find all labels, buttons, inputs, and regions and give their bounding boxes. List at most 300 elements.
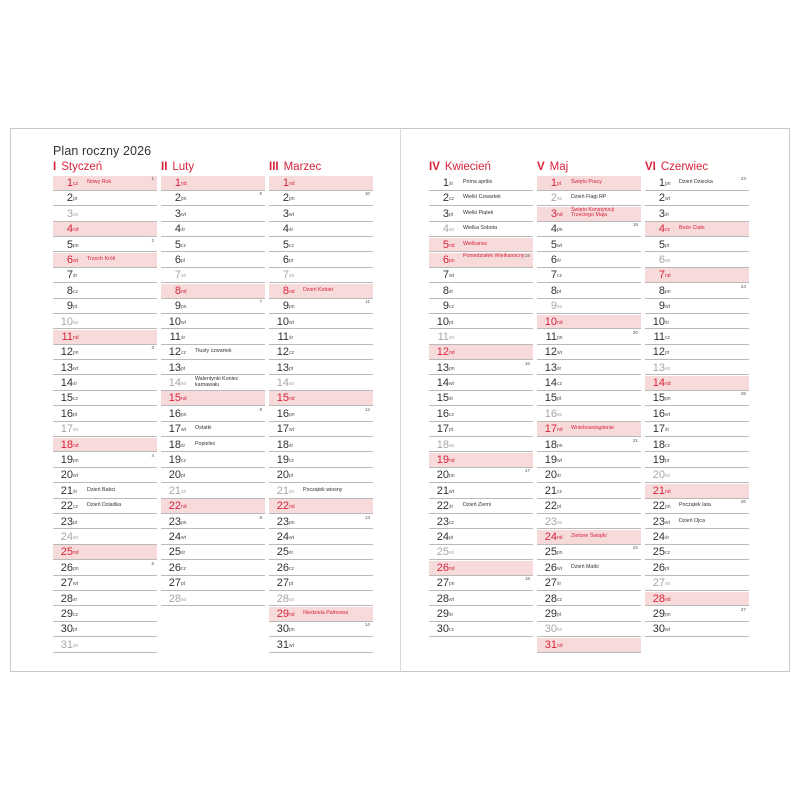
day-row [269,561,373,576]
day-row [161,592,265,607]
weekday-abbr: nd [665,488,671,495]
week-number: 11 [365,299,370,305]
day-row [537,607,641,622]
day-row [645,391,749,406]
month-roman-numeral: VI [645,161,656,173]
weekday-abbr: wt [73,473,78,480]
day-number: 6 [658,253,665,266]
weekday-abbr: cz [73,396,78,403]
day-number: 2 [174,192,181,205]
day-number: 26 [652,561,665,574]
weekday-abbr: wt [73,257,78,264]
day-row [161,361,265,376]
day-number: 16 [168,407,181,420]
week-number: 8 [259,406,262,412]
week-number: 16 [524,360,530,366]
day-row [537,499,641,514]
day-row [645,315,749,330]
day-number: 7 [66,269,73,282]
month-roman-numeral: I [53,161,57,173]
weekday-abbr: so [665,365,671,372]
weekday-abbr: cz [665,334,670,341]
day-row [161,345,265,360]
day-number: 13 [652,361,665,374]
day-number: 27 [652,577,665,590]
weekday-abbr: śr [557,365,562,372]
weekday-abbr: so [449,227,455,234]
day-row [429,238,533,253]
day-number: 27 [436,577,449,590]
day-number: 24 [436,530,449,543]
day-number: 2 [282,192,289,205]
day-number: 11 [653,330,665,343]
day-row [645,576,749,591]
day-number: 22 [436,500,449,513]
weekday-abbr: pt [181,257,186,264]
month-name: Styczeń [61,161,103,173]
day-row [269,576,373,591]
day-row [269,222,373,237]
day-row [161,238,265,253]
day-number: 10 [652,315,665,328]
day-number: 30 [276,623,289,636]
day-number: 23 [436,515,449,528]
holiday-label: Wielki Piątek [463,209,494,216]
weekday-abbr: so [289,488,295,495]
day-number: 18 [544,438,557,451]
day-number: 29 [544,607,557,620]
day-row [537,561,641,576]
day-number: 6 [174,253,181,266]
weekday-abbr: pt [665,242,670,249]
day-number: 3 [442,207,449,220]
weekday-abbr: pn [665,181,671,187]
day-number: 21 [168,484,181,497]
weekday-abbr: śr [449,288,454,295]
weekday-abbr: pn [73,242,79,249]
holiday-label: Początek lata [679,502,711,509]
day-number: 16 [436,407,449,420]
day-row [537,191,641,206]
day-row [53,299,157,314]
day-row [161,438,265,453]
day-row [269,361,373,376]
calendar-spread [10,128,790,672]
day-row [53,238,157,253]
day-row [269,622,373,637]
day-number: 30 [436,623,449,636]
day-row [53,345,157,360]
day-number: 11 [277,330,289,343]
day-number: 12 [168,346,181,359]
day-row [645,176,749,191]
day-row [429,576,533,591]
day-number: 30 [60,623,73,636]
week-number: 20 [632,329,638,335]
holiday-label: Poniedziałek Wielkanocny [463,252,525,259]
day-row [645,376,749,391]
day-number: 10 [436,315,449,328]
day-number: 25 [652,546,665,559]
day-row [537,345,641,360]
day-row [645,268,749,283]
day-row [161,376,265,391]
day-row [269,391,373,406]
day-number: 24 [60,530,73,543]
day-row [53,638,157,653]
holiday-label: Popielec [195,440,216,447]
weekday-abbr: śr [181,227,186,234]
day-number: 10 [60,315,73,328]
weekday-abbr: wt [289,427,294,434]
day-number: 29 [436,607,449,620]
day-number: 12 [276,346,289,359]
day-number: 9 [442,300,449,313]
month-column-1 [53,161,157,651]
day-number: 20 [276,469,289,482]
weekday-abbr: śr [557,581,562,588]
day-number: 27 [60,577,73,590]
weekday-abbr: so [181,381,187,388]
weekday-abbr: wt [665,627,670,634]
day-row [269,315,373,330]
holiday-label: Ostatki [195,425,212,432]
day-row [53,361,157,376]
day-number: 26 [544,561,557,574]
day-number: 3 [66,207,73,220]
day-row [269,330,373,345]
week-number: 12 [364,406,370,412]
day-number: 14 [544,377,557,390]
day-row [429,592,533,607]
weekday-abbr: so [449,550,455,557]
weekday-abbr: nd [73,442,79,449]
day-row [537,391,641,406]
weekday-abbr: wt [181,211,186,218]
day-number: 30 [652,623,665,636]
day-row [537,284,641,299]
day-row [269,592,373,607]
weekday-abbr: pt [289,581,294,588]
right-page [400,128,790,672]
day-row [645,438,749,453]
week-number: 19 [632,222,638,228]
day-number: 20 [168,469,181,482]
week-number: 15 [524,252,530,258]
day-number: 7 [550,269,557,282]
day-number: 8 [174,284,181,297]
day-number: 4 [66,223,73,236]
day-row [645,545,749,560]
day-number: 13 [544,361,557,374]
holiday-label: Wielki Czwartek [463,194,501,201]
day-number: 25 [436,546,449,559]
week-number: 5 [151,560,154,566]
day-number: 12 [436,346,449,359]
month-name: Kwiecień [444,161,491,173]
day-number: 10 [168,315,181,328]
weekday-abbr: cz [181,350,186,357]
weekday-abbr: śr [73,273,78,280]
day-row [53,376,157,391]
weekday-abbr: pt [449,211,454,218]
weekday-abbr: wt [665,411,670,418]
day-row [429,299,533,314]
weekday-abbr: cz [73,504,78,511]
day-row [537,238,641,253]
day-row [645,622,749,637]
day-row [161,315,265,330]
day-number: 31 [276,638,289,651]
day-number: 27 [168,577,181,590]
day-number: 5 [658,238,665,251]
weekday-abbr: cz [181,242,186,249]
holiday-label: Zielone Świątki [571,532,607,539]
weekday-abbr: so [665,473,671,480]
day-row [429,407,533,422]
weekday-abbr: cz [665,550,670,557]
week-number: 2 [151,237,154,243]
weekday-abbr: wt [289,642,294,649]
weekday-abbr: so [557,627,563,634]
day-row [161,207,265,222]
day-row [53,315,157,330]
weekday-abbr: nd [449,350,455,357]
month-column-5 [537,161,641,651]
weekday-abbr: wt [665,304,670,311]
day-list [537,176,641,653]
weekday-abbr: nd [181,181,187,187]
weekday-abbr: pn [449,257,455,264]
day-row [269,438,373,453]
day-row [53,176,157,191]
weekday-abbr: cz [557,381,562,388]
day-row [429,376,533,391]
day-row [53,253,157,268]
day-row [645,468,749,483]
weekday-abbr: pn [181,519,187,526]
weekday-abbr: pn [665,504,671,511]
weekday-abbr: śr [289,442,294,449]
day-row [429,253,533,268]
day-number: 24 [544,530,557,543]
day-number: 19 [544,454,557,467]
day-number: 16 [60,407,73,420]
day-number: 21 [60,484,73,497]
weekday-abbr: wt [73,365,78,372]
holiday-label: Wielkanoc [463,240,488,247]
holiday-label: Prima aprilis [463,179,493,185]
weekday-abbr: nd [181,504,187,511]
weekday-abbr: śr [181,334,186,341]
day-number: 12 [60,346,73,359]
day-row [537,176,641,191]
day-row [269,176,373,191]
weekday-abbr: śr [73,488,78,495]
month-header [269,161,373,177]
day-number: 14 [60,377,73,390]
day-row [645,453,749,468]
weekday-abbr: pn [181,304,187,311]
weekday-abbr: nd [557,427,563,434]
day-row [269,638,373,653]
weekday-abbr: wt [289,534,294,541]
day-number: 8 [66,284,73,297]
weekday-abbr: cz [181,458,186,465]
day-number: 27 [276,577,289,590]
weekday-abbr: so [557,519,563,526]
day-number: 25 [168,546,181,559]
weekday-abbr: cz [665,227,670,234]
weekday-abbr: pn [557,227,563,234]
day-number: 20 [652,469,665,482]
day-row [53,191,157,206]
day-row [53,499,157,514]
weekday-abbr: nd [449,565,455,572]
weekday-abbr: nd [73,550,79,557]
day-number: 11 [437,330,449,343]
weekday-abbr: nd [289,504,295,511]
day-row [537,222,641,237]
day-number: 8 [550,284,557,297]
weekday-abbr: nd [289,288,295,295]
day-number: 27 [544,577,557,590]
day-row [161,484,265,499]
day-number: 5 [66,238,73,251]
weekday-abbr: pt [73,304,78,311]
weekday-abbr: śr [73,381,78,388]
holiday-label: Dzień Ojca [679,517,705,524]
day-row [161,576,265,591]
day-row [537,453,641,468]
day-number: 11 [61,330,73,343]
holiday-label: Dzień Kobiet [303,286,334,293]
weekday-abbr: pt [289,365,294,372]
weekday-abbr: cz [449,627,454,634]
weekday-abbr: cz [449,304,454,311]
day-row [537,622,641,637]
day-row [645,222,749,237]
day-number: 4 [658,223,665,236]
day-number: 11 [545,330,557,343]
week-number: 17 [524,468,530,474]
weekday-abbr: wt [181,427,186,434]
day-number: 17 [276,423,289,436]
weekday-abbr: nd [73,334,79,341]
day-number: 9 [658,300,665,313]
day-number: 28 [276,592,289,605]
day-number: 17 [652,423,665,436]
weekday-abbr: pn [665,288,671,295]
day-number: 16 [652,407,665,420]
day-row [53,438,157,453]
day-row [429,207,533,222]
day-number: 17 [544,423,557,436]
weekday-abbr: nd [665,596,671,603]
weekday-abbr: pn [289,304,295,311]
day-row [161,499,265,514]
day-list [161,176,265,607]
weekday-abbr: pt [449,534,454,541]
day-row [53,453,157,468]
day-row [537,253,641,268]
day-number: 5 [442,238,449,251]
day-number: 10 [276,315,289,328]
day-number: 31 [544,638,557,651]
weekday-abbr: pt [665,350,670,357]
day-number: 8 [282,284,289,297]
day-row [429,222,533,237]
day-number: 19 [60,454,73,467]
day-row [537,592,641,607]
day-row [53,545,157,560]
day-row [53,576,157,591]
weekday-abbr: śr [449,181,454,187]
day-number: 26 [436,561,449,574]
day-row [269,422,373,437]
day-number: 20 [60,469,73,482]
day-number: 3 [658,207,665,220]
day-row [537,376,641,391]
day-row [645,284,749,299]
day-row [53,607,157,622]
weekday-abbr: śr [665,534,670,541]
weekday-abbr: pt [665,565,670,572]
day-number: 21 [276,484,289,497]
month-header [429,161,533,177]
day-number: 10 [544,315,557,328]
day-row [537,299,641,314]
day-number: 5 [282,238,289,251]
weekday-abbr: cz [181,565,186,572]
weekday-abbr: pt [181,473,186,480]
day-number: 24 [652,530,665,543]
weekday-abbr: śr [665,319,670,326]
day-number: 2 [658,192,665,205]
day-number: 21 [436,484,449,497]
weekday-abbr: wt [557,458,562,465]
holiday-label: Święto Pracy [571,179,602,185]
day-row [645,407,749,422]
day-row [429,330,533,345]
day-number: 15 [652,392,665,405]
day-row [53,284,157,299]
week-number: 22 [632,545,638,551]
holiday-label: Dzień Dziadka [87,502,122,509]
day-number: 30 [544,623,557,636]
day-row [645,484,749,499]
day-row [645,361,749,376]
day-row [53,391,157,406]
day-number: 23 [168,515,181,528]
weekday-abbr: pn [449,473,455,480]
weekday-abbr: nd [289,396,295,403]
weekday-abbr: cz [449,196,454,203]
weekday-abbr: nd [557,319,563,326]
day-row [537,268,641,283]
weekday-abbr: śr [289,227,294,234]
weekday-abbr: so [557,411,563,418]
day-row [645,299,749,314]
weekday-abbr: pn [449,581,455,588]
day-number: 22 [276,500,289,513]
day-number: 26 [276,561,289,574]
day-row [269,530,373,545]
day-number: 4 [550,223,557,236]
day-number: 11 [169,330,181,343]
day-number: 28 [60,592,73,605]
day-row [645,530,749,545]
